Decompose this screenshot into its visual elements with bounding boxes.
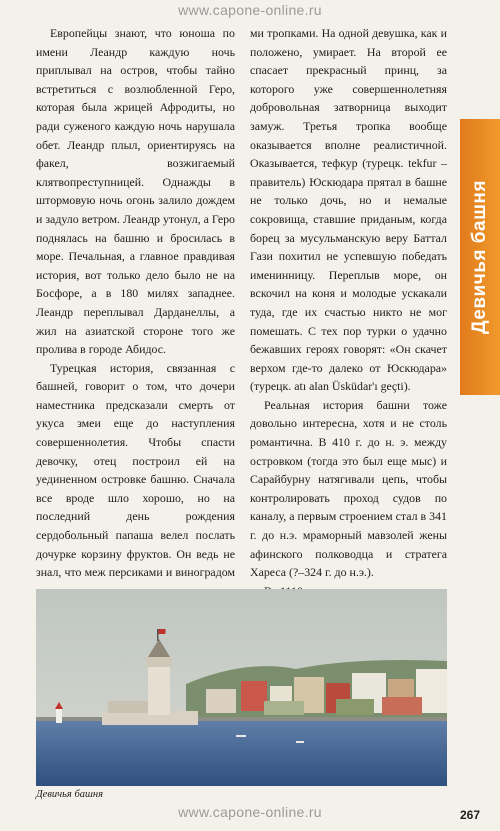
section-tab-label: Девичья башня <box>469 180 491 334</box>
maiden-tower-photo <box>36 589 447 786</box>
paragraph: Турецкая история, связанная с башней, говорит о том, что дочери наместника предсказали смерть от укуса змеи еще до наступления совершеннолетия. Чтобы спасти девочку, отец построил ей на уединенном островке башню. Сначала все вроде шло хорошо, но на последний день рождения сердобольный папаша велел послать дочурке корзину фруктов. Он ведь не знал, что меж персиками и виноградом <box>36 360 235 580</box>
watermark-top: www.capone-online.ru <box>178 2 322 18</box>
left-column <box>36 24 235 656</box>
photo-caption: Девичья башня <box>36 789 103 800</box>
paragraph: Европейцы знают, что юноша по имени Леандр каждую ночь приплывал на остров, чтобы тайно встретиться с возлюбленной Геро, которая была жрицей Афродиты, но ради суженого каждую ночь нарушала обет. Леандр плыл, ориентируясь на факел, возжигаемый клятвопреступницей. Однажды в штормовую ночь огонь залило дождем и задуло ветром. Леандр утонул, а Геро поднялась на башню и бросилась в море. Печальная, а главное правдивая история, вот только дело было не на Босфоре, а в 180 милях западнее. Леандр переплывал Дарданеллы, а жил на азиатской стороне того же пролива в городе Абидос. <box>36 26 235 357</box>
paragraph: ми тропками. На одной девушка, как и положено, умирает. На второй ее спасает прекрасный принц, за которого уже совершеннолетняя добровольная затворница выходит замуж. Третья тропка вообще оказывается вполне реалистичной. Оказывается, тефкур (турецк. tekfur – правитель) Юскюдара прятал в башне не только дочь, но и немалые сокровища, ставшие приданым, когда борец за мусульманскую веру Баттал Гази похитил не успевшую победать именинницу. Переплыв море, он вскочил на коня и молодые ускакали туда, где их счастью никто не мог помешать. С тех пор турки о удачно бежавших героях говорят: «Он скачет верхом где-то далеко от Юскюдара» (турецк. atı alan Üsküdar'ı geçti). <box>250 26 447 394</box>
section-tab <box>460 119 500 395</box>
photo-illustration <box>36 589 447 786</box>
right-column <box>250 24 447 675</box>
paragraph: Реальная история башни тоже довольно интересна, хотя и не столь романтична. В 410 г. до н. э. между островком (тогда это был еще мыс) и Сарайбурну натягивали цепь, чтобы контролировать проход судов по каналу, а первым строением стал в 341 г. до н.э. мраморный мавзолей жены афинского полководца и стратега Хареса (?–324 г. до н.э.). <box>250 397 447 580</box>
page-number: 267 <box>460 808 481 822</box>
watermark-bottom: www.capone-online.ru <box>178 804 322 820</box>
